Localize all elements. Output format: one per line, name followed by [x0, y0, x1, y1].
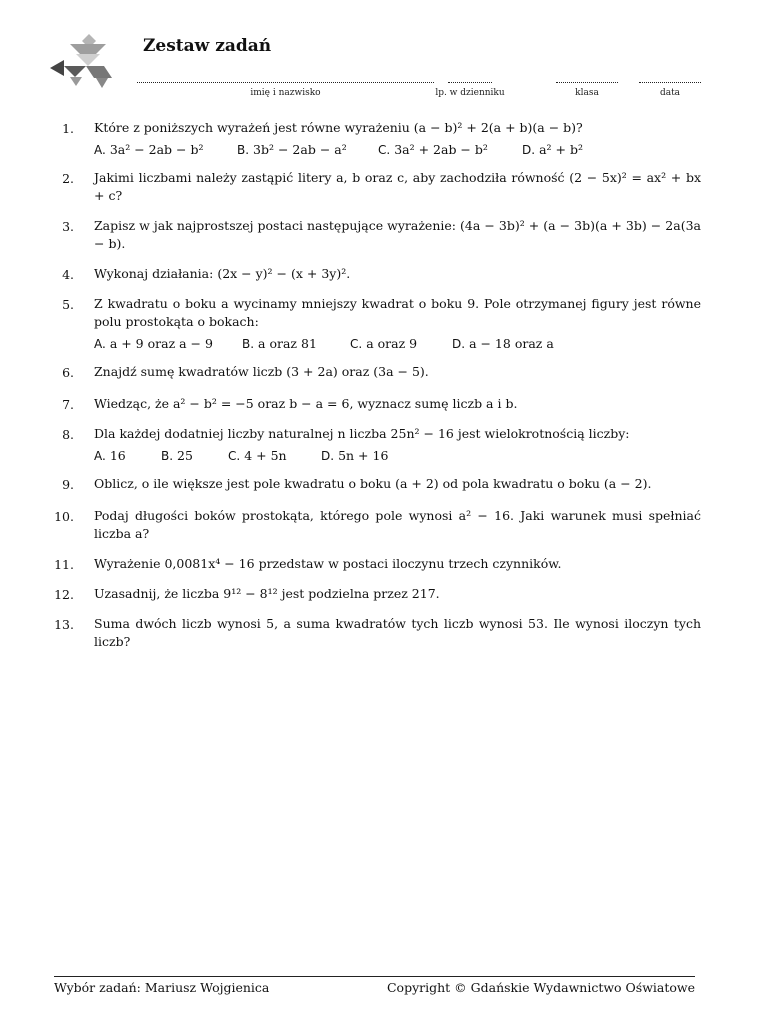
task-item	[0, 363, 768, 381]
task-text: Wyrażenie 0,0081x⁴ − 16 przedstaw w postaci iloczynu trzech czynników.	[94, 556, 562, 571]
option-d	[452, 335, 554, 353]
task-text: Oblicz, o ile większe jest pole kwadratu o boku (a + 2) od pola kwadratu o boku (a − 2).	[94, 476, 652, 491]
option-letter: D.	[522, 143, 536, 157]
worksheet-title: Zestaw zadań	[143, 36, 272, 56]
option-letter: C.	[378, 143, 391, 157]
option-text: 5n + 16	[338, 448, 389, 463]
task-number: 6.	[62, 365, 74, 380]
task-item	[0, 265, 768, 283]
option-a	[94, 447, 161, 465]
task-number: 2.	[62, 171, 74, 186]
option-text: a oraz 9	[366, 336, 418, 351]
option-text: 3b² − 2ab − a²	[253, 142, 347, 157]
task-text: Z kwadratu o boku a wycinamy mniejszy kwadrat o boku 9. Pole otrzymanej figury jest równe polu prostokąta o bokach:	[94, 296, 701, 329]
option-text: a − 18 oraz a	[469, 336, 554, 351]
option-c	[350, 335, 452, 353]
option-text: 16	[109, 448, 126, 463]
date-field-label: data	[659, 88, 681, 98]
option-letter: A.	[94, 143, 106, 157]
task-text: Uzasadnij, że liczba 9¹² − 8¹² jest podzielna przez 217.	[94, 586, 440, 601]
answer-options	[94, 335, 768, 353]
publisher-logo	[46, 32, 116, 90]
task-number: 10.	[54, 509, 74, 524]
task-text: Zapisz w jak najprostszej postaci następujące wyrażenie: (4a − 3b)² + (a − 3b)(a + 3b) − 2a(3a − b).	[94, 218, 701, 251]
task-number: 1.	[62, 121, 74, 136]
option-text: a + 9 oraz a − 9	[109, 336, 213, 351]
option-letter: B.	[242, 337, 255, 351]
task-text: Jakimi liczbami należy zastąpić litery a, b oraz c, aby zachodziła równość (2 − 5x)² = ax² + bx + c?	[94, 170, 701, 203]
footer-copyright: Copyright © Gdańskie Wydawnictwo Oświatowe	[386, 980, 695, 995]
option-text: 4 + 5n	[244, 448, 287, 463]
task-list	[0, 119, 768, 660]
date-field[interactable]	[639, 74, 701, 98]
register-number-field[interactable]	[435, 74, 505, 98]
option-letter: D.	[321, 449, 335, 463]
task-number: 8.	[62, 427, 74, 442]
task-text: Znajdź sumę kwadratów liczb (3 + 2a) oraz (3a − 5).	[94, 364, 429, 379]
answer-options	[94, 141, 768, 159]
option-b	[161, 447, 228, 465]
option-letter: B.	[161, 449, 174, 463]
task-text: Wiedząc, że a² − b² = −5 oraz b − a = 6, wyznacz sumę liczb a i b.	[94, 396, 518, 411]
class-field-label: klasa	[575, 88, 599, 98]
option-a	[94, 141, 237, 159]
option-letter: C.	[350, 337, 363, 351]
option-letter: D.	[452, 337, 466, 351]
option-text: a² + b²	[539, 142, 583, 157]
task-item	[0, 295, 768, 353]
option-b	[237, 141, 378, 159]
name-field-label: imię i nazwisko	[250, 88, 321, 98]
option-text: a oraz 81	[258, 336, 317, 351]
task-text: Które z poniższych wyrażeń jest równe wyrażeniu (a − b)² + 2(a + b)(a − b)?	[94, 120, 583, 135]
option-c	[228, 447, 321, 465]
option-letter: A.	[94, 337, 106, 351]
option-b	[242, 335, 350, 353]
task-number: 12.	[54, 587, 74, 602]
answer-options	[94, 447, 768, 465]
option-text: 3a² + 2ab − b²	[394, 142, 488, 157]
option-text: 25	[177, 448, 193, 463]
option-letter: A.	[94, 449, 106, 463]
option-text: 3a² − 2ab − b²	[109, 142, 204, 157]
task-number: 7.	[62, 397, 74, 412]
task-text: Podaj długości boków prostokąta, którego pole wynosi a² − 16. Jaki warunek musi spełniać liczba a?	[94, 508, 701, 541]
option-letter: B.	[237, 143, 250, 157]
class-field[interactable]	[556, 74, 618, 98]
task-number: 11.	[54, 557, 74, 572]
task-text: Suma dwóch liczb wynosi 5, a suma kwadratów tych liczb wynosi 53. Ile wynosi iloczyn tych liczb?	[94, 616, 701, 649]
task-item	[0, 475, 768, 493]
footer-divider	[54, 976, 695, 977]
task-item	[0, 615, 768, 651]
option-a	[94, 335, 242, 353]
task-item	[0, 425, 768, 465]
footer-author: Wybór zadań: Mariusz Wojgienica	[54, 980, 270, 995]
task-item	[0, 395, 768, 413]
option-letter: C.	[228, 449, 241, 463]
option-c	[378, 141, 522, 159]
task-number: 13.	[54, 617, 74, 632]
task-number: 4.	[62, 267, 74, 282]
task-text: Dla każdej dodatniej liczby naturalnej n liczba 25n² − 16 jest wielokrotnością liczby:	[94, 426, 630, 441]
register-number-label: lp. w dzienniku	[435, 88, 505, 98]
task-item	[0, 507, 768, 543]
task-item	[0, 555, 768, 573]
task-number: 3.	[62, 219, 74, 234]
task-item	[0, 169, 768, 205]
task-text: Wykonaj działania: (2x − y)² − (x + 3y)².	[94, 266, 351, 281]
task-number: 5.	[62, 297, 74, 312]
option-d	[321, 447, 388, 465]
task-item	[0, 119, 768, 159]
task-item	[0, 585, 768, 603]
task-number: 9.	[62, 477, 74, 492]
task-item	[0, 217, 768, 253]
option-d	[522, 141, 583, 159]
name-field[interactable]	[137, 74, 434, 98]
